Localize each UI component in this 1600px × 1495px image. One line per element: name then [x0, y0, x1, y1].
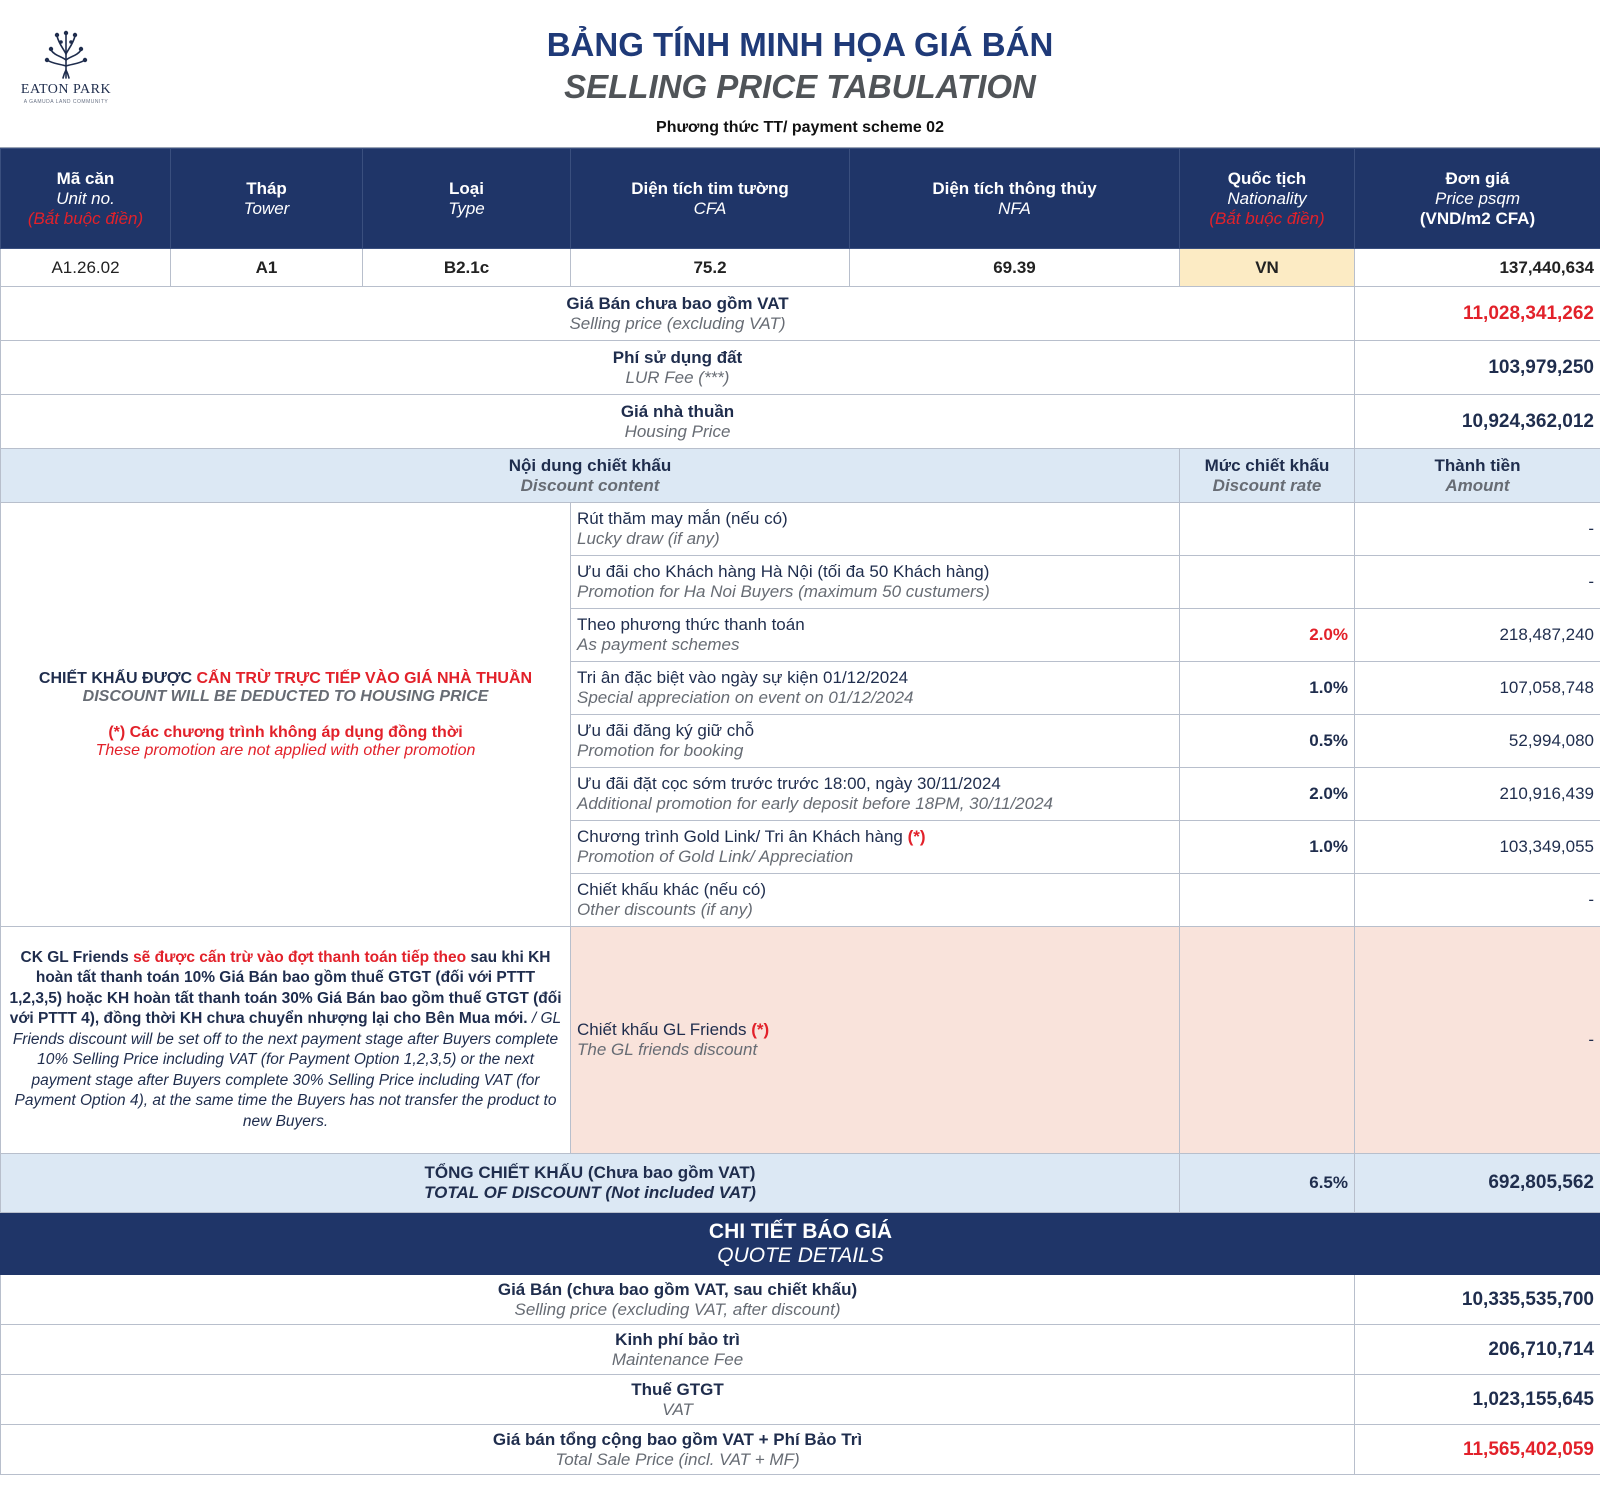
summary-label-vn: Giá nhà thuần	[620, 401, 735, 421]
total-discount-label	[1, 1154, 1180, 1213]
total-discount-label-en: TOTAL OF DISCOUNT (Not included VAT)	[424, 1183, 756, 1202]
header-type-vn: Loại	[449, 178, 484, 198]
tower-value: A1	[171, 249, 363, 287]
gl-note-a: CK GL Friends	[20, 948, 134, 966]
summary-row-housing-price	[1, 395, 1600, 449]
quote-title-vn: CHI TIẾT BÁO GIÁ	[708, 1219, 893, 1243]
gl-friends-note	[1, 927, 571, 1154]
payment-scheme: Phương thức TT/ payment scheme 02	[656, 119, 944, 136]
header-cfa-vn: Diện tích tim tường	[631, 178, 789, 198]
discount-amount-en: Amount	[1445, 475, 1510, 495]
quote-label-en: Total Sale Price (incl. VAT + MF)	[555, 1449, 800, 1469]
quote-row	[1, 1325, 1600, 1375]
unit-row	[1, 249, 1600, 287]
quote-row	[1, 1425, 1600, 1475]
discount-rate	[1180, 874, 1355, 927]
header-nfa	[850, 149, 1180, 249]
total-discount-label-vn: TỔNG CHIẾT KHẤU (Chưa bao gồm VAT)	[424, 1163, 756, 1182]
discount-amount: -	[1355, 503, 1600, 556]
discount-amount-header	[1355, 449, 1600, 503]
summary-label-en: Selling price (excluding VAT)	[569, 313, 786, 333]
discount-rate: 0.5%	[1180, 715, 1355, 768]
discount-note-line1-b: CẤN TRỪ TRỰC TIẾP VÀO GIÁ NHÀ THUẦN	[196, 669, 533, 687]
header-tower-en: Tower	[243, 198, 290, 218]
discount-label-en: Additional promotion for early deposit before 18PM, 30/11/2024	[577, 794, 1053, 813]
quote-row	[1, 1375, 1600, 1425]
discount-amount: 218,487,240	[1355, 609, 1600, 662]
total-discount-amount: 692,805,562	[1355, 1154, 1600, 1213]
discount-rate: 2.0%	[1180, 768, 1355, 821]
quote-value: 10,335,535,700	[1355, 1275, 1600, 1325]
gl-friends-text	[571, 927, 1180, 1154]
discount-label-en: Other discounts (if any)	[577, 900, 753, 919]
price-table	[0, 148, 1600, 1475]
header-price-psqm	[1355, 149, 1600, 249]
logo-tagline: A GAMUDA LAND COMMUNITY	[23, 99, 109, 105]
discount-amount: 107,058,748	[1355, 662, 1600, 715]
discount-text	[571, 503, 1180, 556]
discount-rate-en: Discount rate	[1212, 475, 1322, 495]
header-price-unit: (VND/m2 CFA)	[1419, 208, 1536, 228]
gl-note-b: sẽ được cấn trừ vào đợt thanh toán tiếp theo	[133, 948, 467, 966]
summary-label-en: Housing Price	[624, 421, 731, 441]
total-discount-rate: 6.5%	[1180, 1154, 1355, 1213]
discount-text	[571, 609, 1180, 662]
quote-label	[1, 1375, 1355, 1425]
discount-rate-header	[1180, 449, 1355, 503]
header-unit-en: Unit no.	[56, 188, 115, 208]
discount-label-vn: Ưu đãi đăng ký giữ chỗ	[577, 721, 755, 740]
gl-friends-label-vn	[577, 1020, 1173, 1040]
quote-label-en: Selling price (excluding VAT, after discount)	[514, 1299, 841, 1319]
unit-no-input[interactable]: A1.26.02	[1, 249, 171, 287]
quote-value: 206,710,714	[1355, 1325, 1600, 1375]
header-nationality	[1180, 149, 1355, 249]
discount-text	[571, 821, 1180, 874]
quote-details-title	[1, 1213, 1600, 1275]
cfa-value: 75.2	[571, 249, 850, 287]
discount-rate: 2.0%	[1180, 609, 1355, 662]
logo-name: EATON PARK	[20, 82, 112, 97]
header-price-vn: Đơn giá	[1445, 168, 1510, 188]
gl-note-c: sau khi KH hoàn tất thanh toán 10% Giá Bán bao gồm thuế GTGT (đối với PTTT 1,2,3,5) hoặc KH hoàn tất thanh toán 30% Giá Bán bao gồm thuế GTGT (đối với PTTT 4), đồng thời KH chưa chuyển nhượng lại cho Bên Mua mới.	[9, 948, 562, 1028]
total-sale-price-value: 11,565,402,059	[1355, 1425, 1600, 1475]
quote-label-vn: Giá bán tổng cộng bao gồm VAT + Phí Bảo Trì	[492, 1429, 863, 1449]
quote-value: 1,023,155,645	[1355, 1375, 1600, 1425]
page-title-en: SELLING PRICE TABULATION	[564, 68, 1036, 105]
header-unit-required-note: (Bắt buộc điền)	[27, 208, 144, 228]
gl-friends-row	[1, 927, 1600, 1154]
quote-label	[1, 1275, 1355, 1325]
discount-label-en: Promotion for booking	[577, 741, 744, 760]
discount-amount: -	[1355, 874, 1600, 927]
header-tower	[171, 149, 363, 249]
total-discount-row	[1, 1154, 1600, 1213]
discount-row	[1, 503, 1600, 556]
summary-row-selling-price	[1, 287, 1600, 341]
quote-title-en: QUOTE DETAILS	[717, 1243, 884, 1267]
header-nationality-required-note: (Bắt buộc điền)	[1209, 208, 1325, 228]
header-unit-vn: Mã căn	[56, 168, 115, 188]
discount-rate	[1180, 503, 1355, 556]
discount-amount-vn: Thành tiền	[1434, 455, 1521, 475]
header-type-en: Type	[448, 198, 485, 218]
quote-label-vn: Kinh phí bảo trì	[615, 1329, 740, 1349]
discount-note-line1-a: CHIẾT KHẤU ĐƯỢC	[38, 669, 197, 687]
header-type	[363, 149, 571, 249]
discount-label-en: Promotion of Gold Link/ Appreciation	[577, 847, 854, 866]
quote-label-vn: Giá Bán (chưa bao gồm VAT, sau chiết khấu)	[497, 1279, 858, 1299]
asterisk-mark: (*)	[751, 1020, 770, 1039]
discount-content-en: Discount content	[520, 475, 660, 495]
header-price-en: Price psqm	[1434, 188, 1521, 208]
discount-amount: -	[1355, 556, 1600, 609]
discount-label-vn	[577, 827, 1173, 847]
nfa-value: 69.39	[850, 249, 1180, 287]
nationality-input[interactable]: VN	[1180, 249, 1355, 287]
discount-label-vn: Tri ân đặc biệt vào ngày sự kiện 01/12/2024	[577, 668, 909, 687]
lur-fee-value: 103,979,250	[1355, 341, 1600, 395]
gl-friends-label-en: The GL friends discount	[577, 1040, 758, 1059]
summary-label	[1, 395, 1355, 449]
gl-friends-amount: -	[1355, 927, 1600, 1154]
gl-friends-label-vn-text: Chiết khấu GL Friends	[577, 1020, 747, 1039]
discount-note-line3: (*) Các chương trình không áp dụng đồng thời	[108, 723, 463, 741]
discount-text	[571, 556, 1180, 609]
discount-note-line4: These promotion are not applied with other promotion	[95, 741, 476, 759]
header-nfa-en: NFA	[998, 198, 1031, 218]
discount-label-vn: Rút thăm may mắn (nếu có)	[577, 509, 788, 528]
discount-rate: 1.0%	[1180, 821, 1355, 874]
discount-rate-vn: Mức chiết khấu	[1204, 455, 1330, 475]
header-unit-no	[1, 149, 171, 249]
housing-price-value: 10,924,362,012	[1355, 395, 1600, 449]
asterisk-mark: (*)	[907, 827, 926, 846]
header-nationality-en: Nationality	[1227, 188, 1307, 208]
discount-amount: 52,994,080	[1355, 715, 1600, 768]
summary-label-vn: Phí sử dụng đất	[612, 347, 743, 367]
price-psqm-value: 137,440,634	[1355, 249, 1600, 287]
page-title-vn: BẢNG TÍNH MINH HỌA GIÁ BÁN	[546, 26, 1054, 63]
discount-note-line2: DISCOUNT WILL BE DEDUCTED TO HOUSING PRICE	[82, 687, 489, 705]
header-tower-vn: Tháp	[246, 178, 287, 198]
selling-price-value: 11,028,341,262	[1355, 287, 1600, 341]
summary-label-en: LUR Fee (***)	[625, 367, 730, 387]
header	[0, 0, 1600, 148]
discount-rate	[1180, 556, 1355, 609]
discount-text	[571, 662, 1180, 715]
quote-label	[1, 1425, 1355, 1475]
type-value: B2.1c	[363, 249, 571, 287]
summary-row-lur-fee	[1, 341, 1600, 395]
discount-label-vn: Ưu đãi cho Khách hàng Hà Nội (tối đa 50 Khách hàng)	[577, 562, 990, 581]
discount-content-vn: Nội dung chiết khấu	[508, 455, 672, 475]
discount-content-header	[1, 449, 1180, 503]
discount-deduction-note	[1, 503, 571, 927]
discount-text	[571, 768, 1180, 821]
discount-text	[571, 874, 1180, 927]
discount-label-en: Special appreciation on event on 01/12/2024	[577, 688, 914, 707]
discount-label-en: As payment schemes	[577, 635, 740, 654]
discount-label-en: Lucky draw (if any)	[577, 529, 720, 548]
summary-label	[1, 341, 1355, 395]
discount-label-vn: Theo phương thức thanh toán	[577, 615, 805, 634]
header-nationality-vn: Quốc tịch	[1227, 168, 1307, 188]
quote-label	[1, 1325, 1355, 1375]
discount-note-line1	[7, 670, 564, 688]
discount-rate: 1.0%	[1180, 662, 1355, 715]
quote-details-header	[1, 1213, 1600, 1275]
gl-friends-rate	[1180, 927, 1355, 1154]
gl-note-d: / GL Friends discount will be set off to the next payment stage after Buyers complete 10% Selling Price including VAT (for Payment Option 1,2,3,5) or the next payment stage after Buyers complete 30% Selling Price including VAT (for Payment Option 4), at the same time the Buyers has not transfer the product to new Buyers.	[12, 1010, 562, 1130]
discount-header-row	[1, 449, 1600, 503]
discount-label-vn-text: Chương trình Gold Link/ Tri ân Khách hàng	[577, 827, 903, 846]
discount-label-vn: Ưu đãi đặt cọc sớm trước trước 18:00, ngày 30/11/2024	[577, 774, 1001, 793]
header-cfa	[571, 149, 850, 249]
discount-amount: 210,916,439	[1355, 768, 1600, 821]
quote-label-vn: Thuế GTGT	[631, 1379, 724, 1399]
header-cfa-en: CFA	[693, 198, 727, 218]
discount-amount: 103,349,055	[1355, 821, 1600, 874]
summary-label-vn: Giá Bán chưa bao gồm VAT	[566, 293, 789, 313]
table-header-row	[1, 149, 1600, 249]
quote-label-en: Maintenance Fee	[611, 1349, 744, 1369]
header-nfa-vn: Diện tích thông thủy	[932, 178, 1097, 198]
discount-text	[571, 715, 1180, 768]
summary-label	[1, 287, 1355, 341]
quote-row	[1, 1275, 1600, 1325]
discount-label-vn: Chiết khấu khác (nếu có)	[577, 880, 766, 899]
discount-label-en: Promotion for Ha Noi Buyers (maximum 50 custumers)	[577, 582, 990, 601]
quote-label-en: VAT	[662, 1399, 693, 1419]
